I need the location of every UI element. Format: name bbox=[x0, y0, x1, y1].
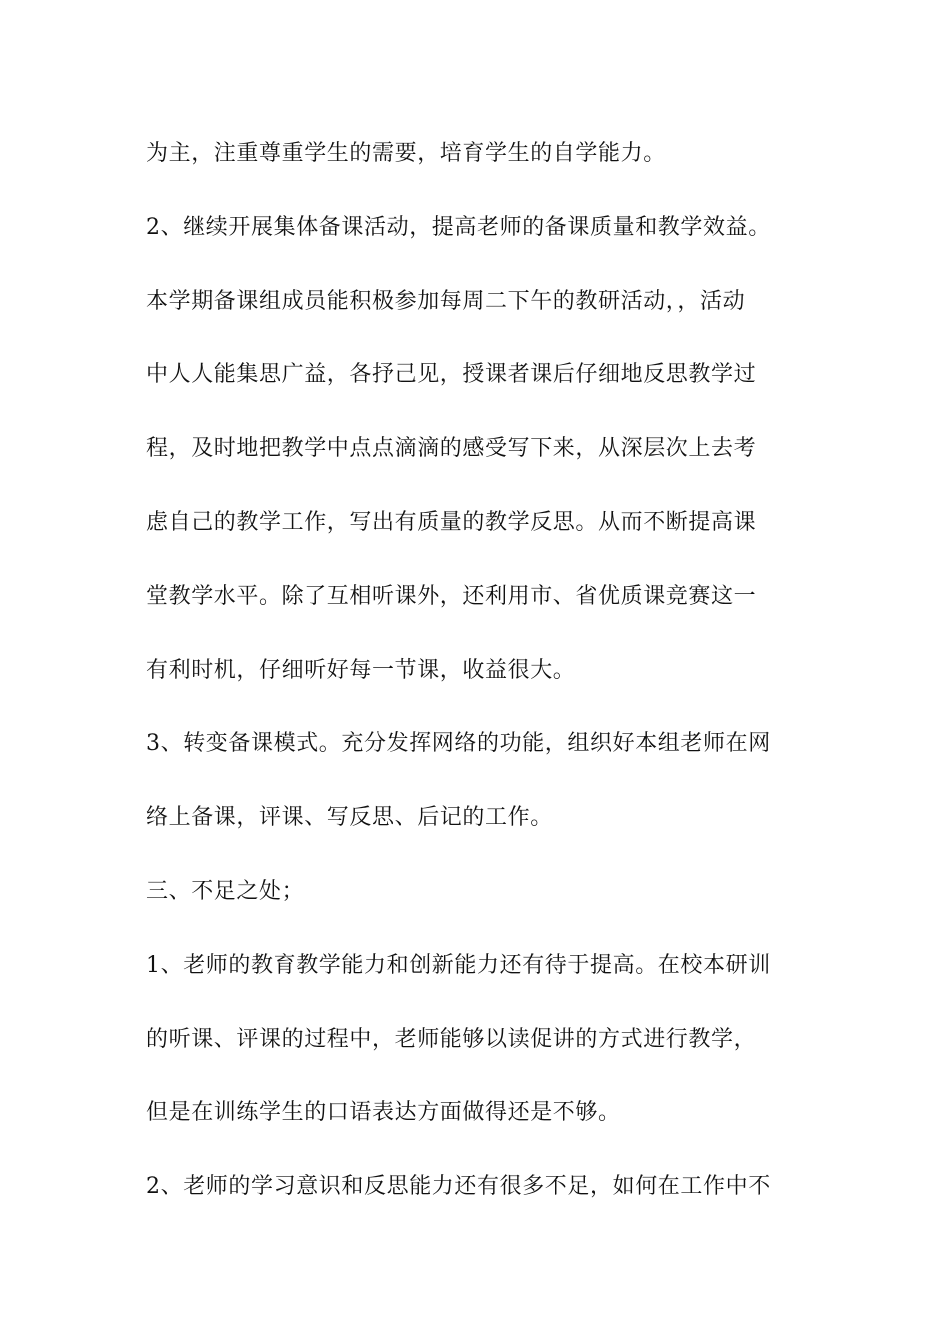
text-line: 但是在训练学生的口语表达方面做得还是不够。 bbox=[146, 1100, 621, 1126]
text-line: 2、老师的学习意识和反思能力还有很多不足，如何在工作中不 bbox=[146, 1174, 771, 1200]
text-line: 的听课、评课的过程中，老师能够以读促讲的方式进行教学， bbox=[146, 1026, 757, 1052]
text-line: 络上备课，评课、写反思、后记的工作。 bbox=[146, 805, 553, 831]
text-line: 2、继续开展集体备课活动，提高老师的备课质量和教学效益。 bbox=[146, 214, 771, 240]
text-line: 中人人能集思广益，各抒己见，授课者课后仔细地反思教学过 bbox=[146, 362, 757, 388]
section-heading: 三、不足之处； bbox=[146, 878, 305, 904]
document-body bbox=[146, 132, 810, 1239]
text-line: 为主，注重尊重学生的需要，培育学生的自学能力。 bbox=[146, 141, 666, 166]
text-line: 程，及时地把教学中点点滴滴的感受写下来，从深层次上去考 bbox=[146, 436, 757, 462]
text-line: 堂教学水平。除了互相听课外，还利用市、省优质课竞赛这一 bbox=[146, 583, 757, 609]
text-line: 本学期备课组成员能积极参加每周二下午的教研活动，，活动 bbox=[146, 288, 746, 314]
text-line: 有利时机，仔细听好每一节课，收益很大。 bbox=[146, 657, 576, 683]
text-line: 1、老师的教育教学能力和创新能力还有待于提高。在校本研训 bbox=[146, 952, 771, 978]
text-line: 虑自己的教学工作，写出有质量的教学反思。从而不断提高课 bbox=[146, 509, 757, 535]
text-line: 3、转变备课模式。充分发挥网络的功能，组织好本组老师在网 bbox=[146, 731, 771, 757]
